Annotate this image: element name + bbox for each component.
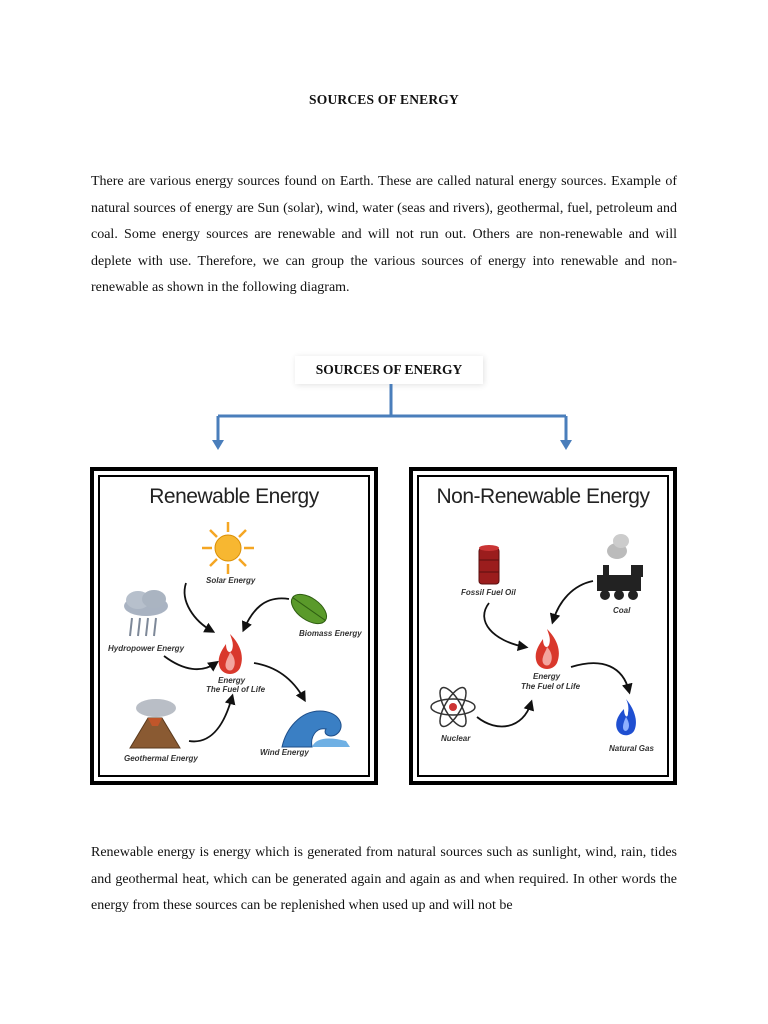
arrow-right-head [560, 440, 572, 450]
rain-cloud-icon [124, 590, 168, 636]
nuclear-label: Nuclear [441, 734, 471, 743]
coal-label: Coal [613, 606, 631, 615]
geothermal-energy-label: Geothermal Energy [124, 754, 198, 763]
center-energy-label: Energy [533, 672, 561, 681]
nonrenewable-energy-panel [409, 467, 677, 785]
natural-gas-label: Natural Gas [609, 744, 654, 753]
solar-energy-label: Solar Energy [206, 576, 256, 585]
nonrenewable-heading: Non-Renewable Energy [436, 485, 650, 508]
intro-paragraph: There are various energy sources found on Earth. These are called natural energy sources. Example of natural sources of energy are Sun (solar), wind, water (seas and rivers), geothermal, fuel, petroleum and coal. Some energy sources are renewable and will not run out. Others are non-renewable and will deplete with use. Therefore, we can group the various sources of energy into renewable and non-renewable as shown in the following diagram. [91, 174, 677, 295]
oil-barrel-icon [479, 545, 499, 584]
volcano-icon [130, 699, 180, 748]
atom-icon [431, 684, 475, 730]
flame-icon [219, 634, 242, 674]
center-fuel-label: The Fuel of Life [521, 682, 581, 691]
renewable-energy-panel [90, 467, 378, 785]
wave-icon [282, 711, 350, 747]
train-icon [597, 534, 643, 600]
diagram-connector [0, 0, 768, 470]
arrow-left-head [212, 440, 224, 450]
center-fuel-label: The Fuel of Life [206, 685, 266, 694]
hydropower-energy-label: Hydropower Energy [108, 644, 185, 653]
wind-energy-label: Wind Energy [260, 748, 309, 757]
diagram-title: SOURCES OF ENERGY [295, 356, 483, 384]
renewable-heading: Renewable Energy [149, 485, 319, 508]
gas-flame-icon [616, 699, 636, 735]
page-title: SOURCES OF ENERGY [309, 92, 459, 107]
biomass-energy-label: Biomass Energy [299, 629, 362, 638]
fossil-fuel-label: Fossil Fuel Oil [461, 588, 516, 597]
sun-icon [202, 522, 254, 574]
renewable-paragraph: Renewable energy is energy which is generated from natural sources such as sunlight, wind, rain, tides and geothermal heat, which can be generated again and again as and when required. In other words the energy from these sources can be replenished when used up and will not be [91, 845, 677, 913]
flame-icon [536, 629, 559, 669]
leaf-icon [286, 589, 331, 630]
center-energy-label: Energy [218, 676, 246, 685]
